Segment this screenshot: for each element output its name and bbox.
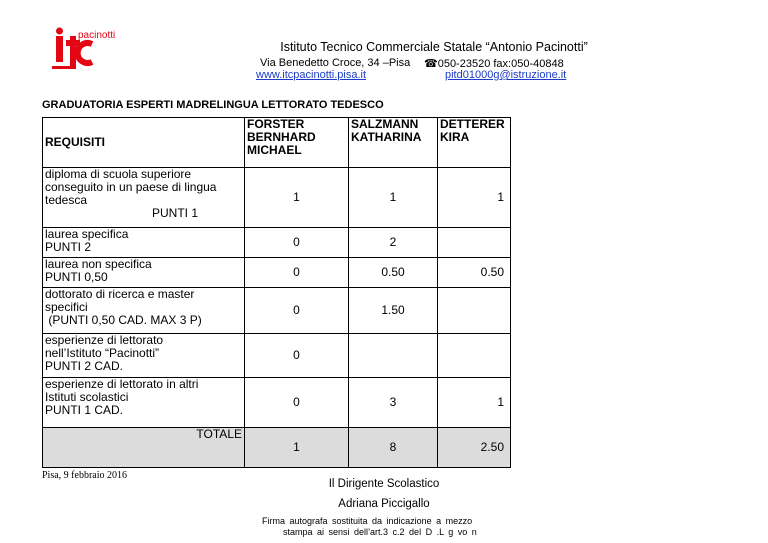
table-row	[43, 258, 511, 288]
total-label: TOTALE	[43, 428, 245, 468]
total-cell: 8	[349, 428, 438, 468]
email-link[interactable]: pitd01000g@istruzione.it	[445, 69, 567, 81]
score-cell: 1.50	[349, 288, 438, 334]
requisito-cell: laurea specifica PUNTI 2	[43, 228, 245, 258]
score-cell: 1	[438, 168, 511, 228]
requisito-cell: diploma di scuola superiore conseguito in un paese di lingua tedesca PUNTI 1	[43, 168, 245, 228]
institute-phone: ☎050-23520 fax:050-40848	[424, 58, 564, 70]
total-cell: 2.50	[438, 428, 511, 468]
score-cell: 0.50	[438, 258, 511, 288]
score-cell: 1	[245, 168, 349, 228]
header-candidate-1: FORSTER BERNHARD MICHAEL	[245, 118, 349, 168]
institute-address: Via Benedetto Croce, 34 –Pisa	[260, 57, 411, 69]
score-cell	[438, 228, 511, 258]
ranking-table	[42, 117, 511, 468]
requisito-cell: esperienze di lettorato nell’Istituto “Pacinotti” PUNTI 2 CAD.	[43, 334, 245, 378]
score-cell: 0	[245, 288, 349, 334]
requisito-cell: esperienze di lettorato in altri Istituti scolastici PUNTI 1 CAD.	[43, 378, 245, 428]
requisito-cell: laurea non specifica PUNTI 0,50	[43, 258, 245, 288]
score-cell: 1	[349, 168, 438, 228]
institute-name: Istituto Tecnico Commerciale Statale “Antonio Pacinotti”	[280, 40, 588, 54]
signature-note-line-2: stampa ai sensi dell’art.3 c.2 del D .L g vo n	[283, 527, 477, 537]
score-cell: 0	[245, 334, 349, 378]
score-cell: 0.50	[349, 258, 438, 288]
signer-role: Il Dirigente Scolastico	[328, 478, 440, 490]
score-cell: 0	[245, 258, 349, 288]
phone-icon: ☎	[424, 58, 438, 70]
header-requisiti: REQUISITI	[43, 118, 245, 168]
score-cell: 0	[245, 378, 349, 428]
score-cell: 1	[438, 378, 511, 428]
score-cell: 3	[349, 378, 438, 428]
logo-text: pacinotti	[78, 30, 116, 41]
document-title: GRADUATORIA ESPERTI MADRELINGUA LETTORATO TEDESCO	[42, 99, 384, 111]
total-cell: 1	[245, 428, 349, 468]
website-link[interactable]: www.itcpacinotti.pisa.it	[256, 69, 367, 81]
score-cell: 0	[245, 228, 349, 258]
table-row	[43, 334, 511, 378]
table-row	[43, 378, 511, 428]
score-cell: 2	[349, 228, 438, 258]
header-candidate-3: DETTERER KIRA	[438, 118, 511, 168]
table-row	[43, 168, 511, 228]
requisito-cell: dottorato di ricerca e master specifici (PUNTI 0,50 CAD. MAX 3 P)	[43, 288, 245, 334]
score-cell	[438, 288, 511, 334]
signature-note-line-1: Firma autografa sostituita da indicazione a mezzo	[262, 516, 473, 526]
score-cell	[438, 334, 511, 378]
total-row	[43, 428, 511, 468]
document-date: Pisa, 9 febbraio 2016	[42, 470, 127, 481]
table-row	[43, 288, 511, 334]
table-row	[43, 228, 511, 258]
score-cell	[349, 334, 438, 378]
header-candidate-2: SALZMANN KATHARINA	[349, 118, 438, 168]
signer-name: Adriana Piccigallo	[338, 498, 430, 510]
